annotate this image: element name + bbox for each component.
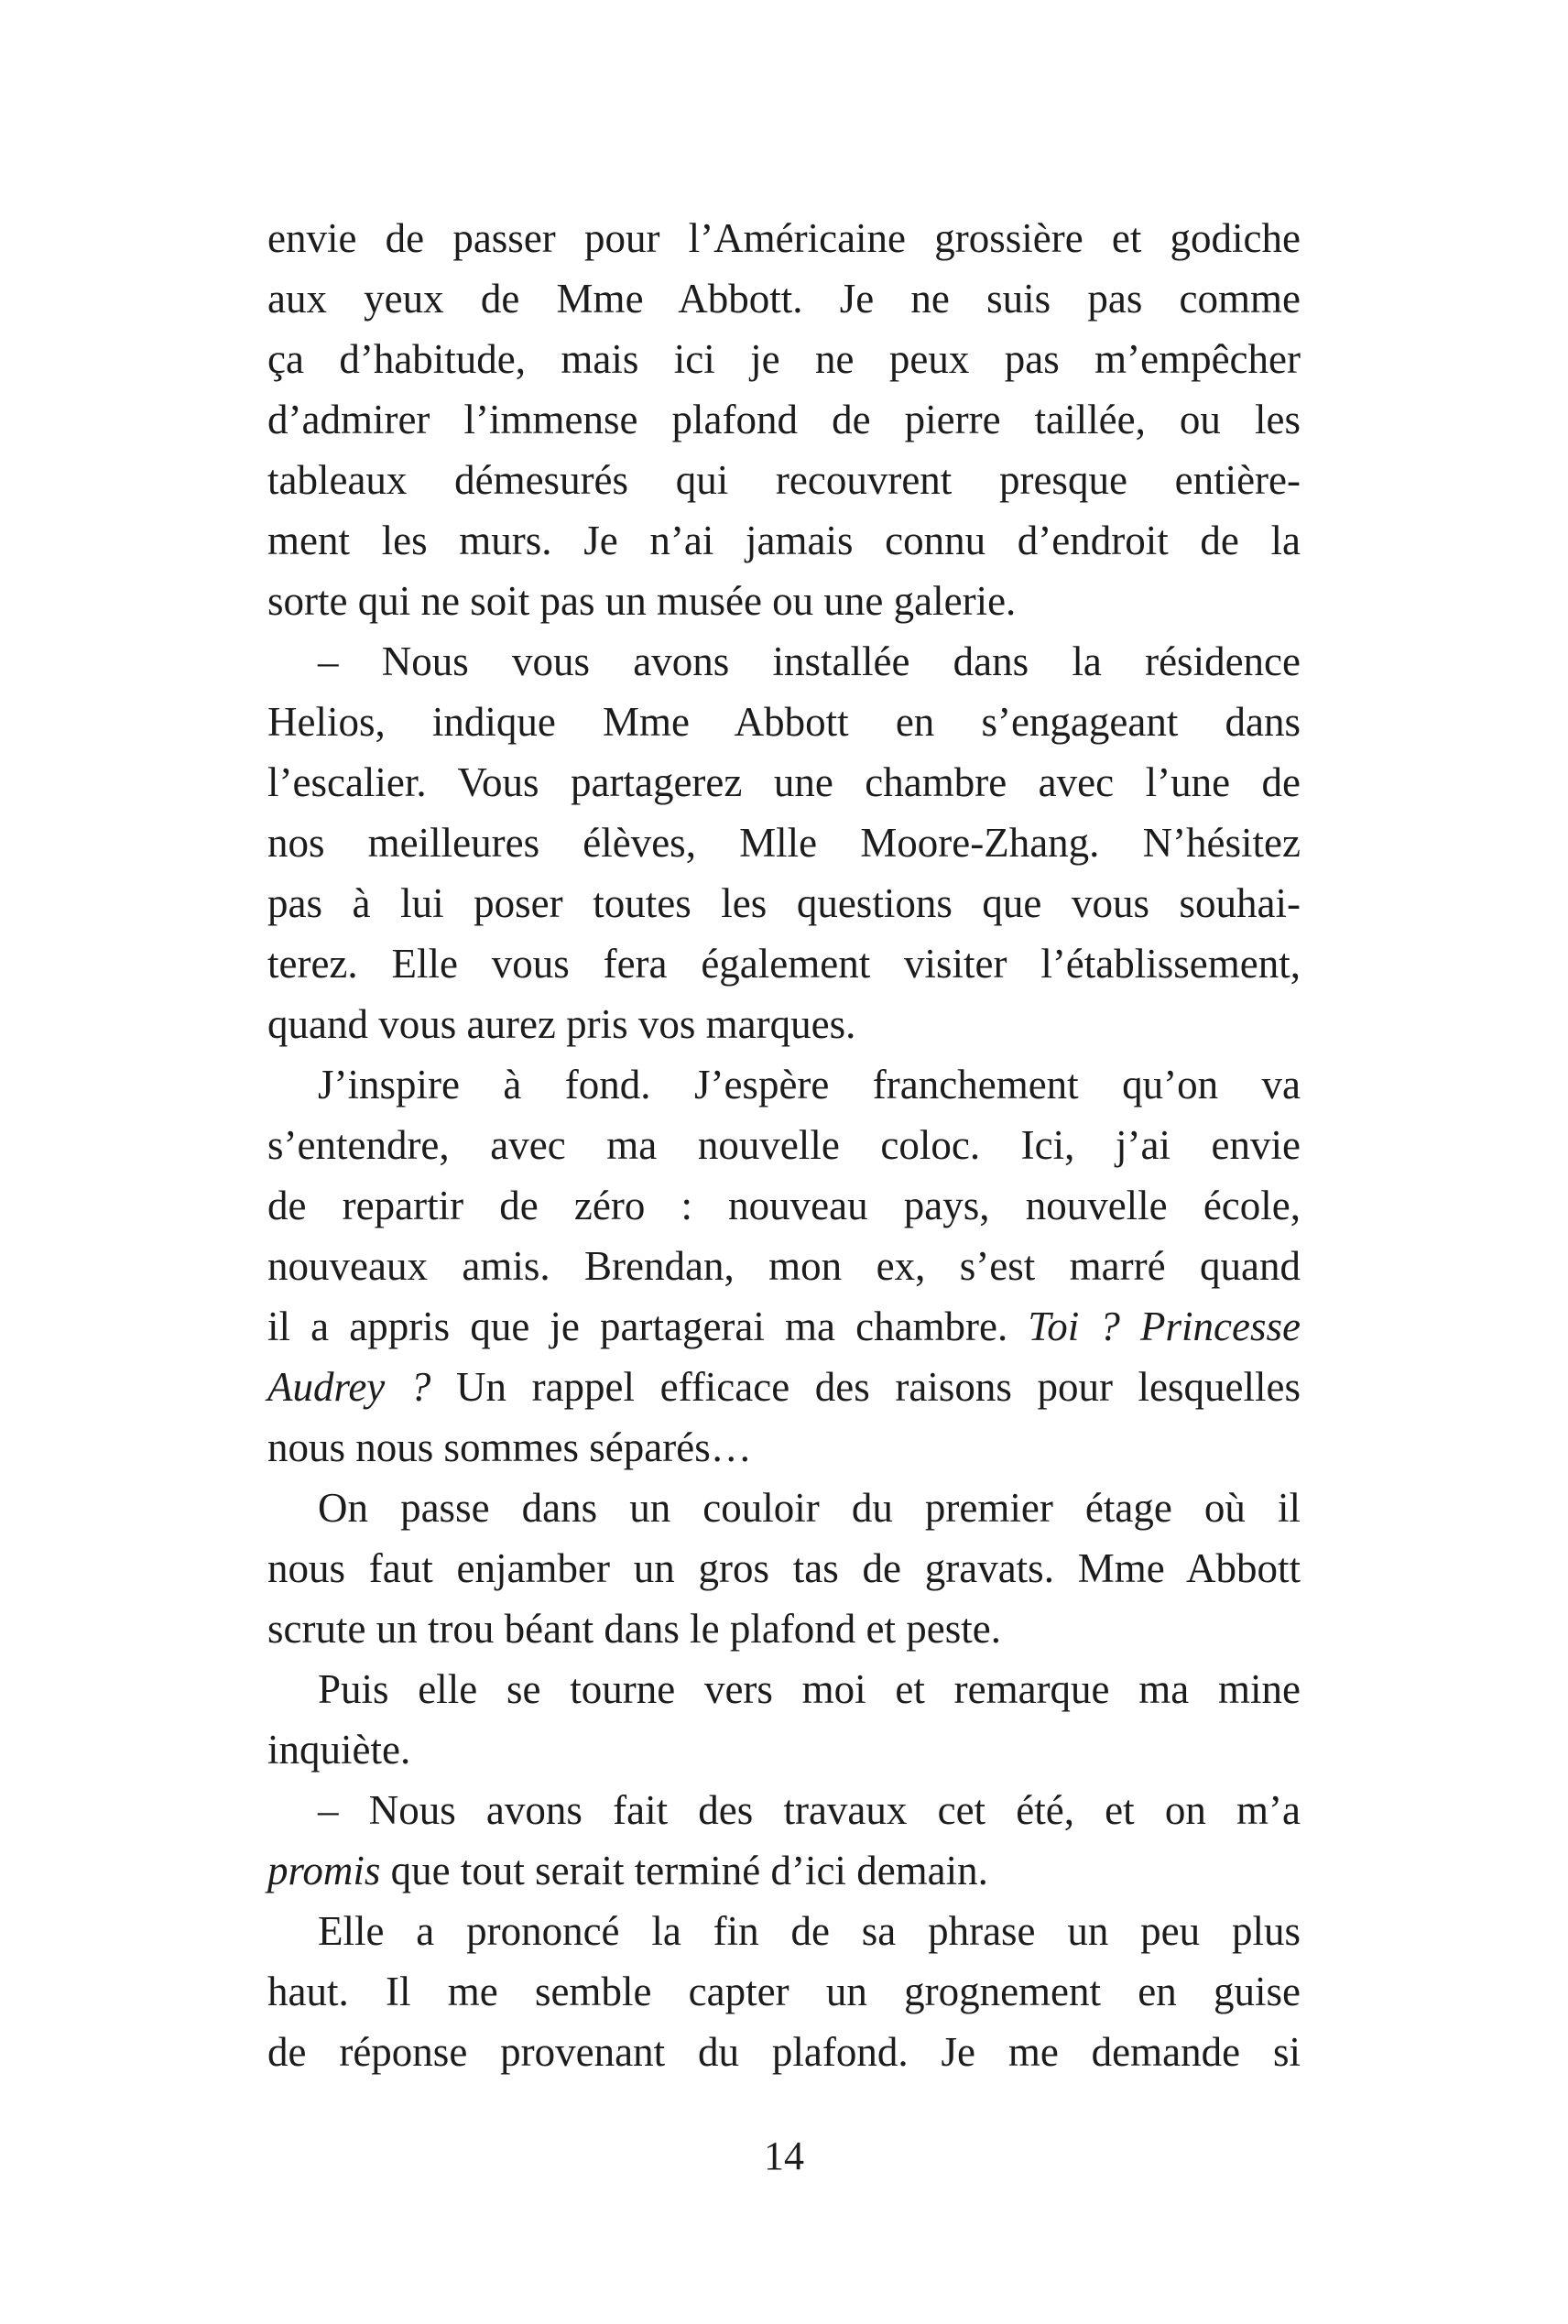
text-line	[267, 1054, 1301, 1115]
text-line	[267, 1417, 1301, 1478]
text-line	[267, 329, 1301, 389]
text-line	[267, 631, 1301, 692]
text-line	[267, 1719, 1301, 1780]
text-segment: nous faut enjamber un gros tas de gravats. Mme Abbott	[267, 1545, 1301, 1591]
text-segment: de repartir de zéro : nouveau pays, nouvelle école,	[267, 1183, 1301, 1228]
text-line	[267, 1478, 1301, 1538]
text-line	[267, 1236, 1301, 1296]
italic-text-segment: Toi ? Princesse	[1028, 1304, 1301, 1349]
text-line	[267, 208, 1301, 268]
text-line	[267, 1598, 1301, 1659]
text-line	[267, 1961, 1301, 2022]
text-segment: s’entendre, avec ma nouvelle coloc. Ici, j’ai envie	[267, 1122, 1301, 1168]
text-segment: Un rappel efficace des raisons pour lesquelles	[430, 1364, 1301, 1410]
text-segment: scrute un trou béant dans le plafond et peste.	[267, 1606, 1001, 1652]
text-line	[267, 1840, 1301, 1901]
text-segment: On passe dans un couloir du premier étage où il	[318, 1485, 1301, 1531]
text-segment: envie de passer pour l’Américaine grossière et godiche	[267, 215, 1301, 261]
page-number: 14	[764, 2133, 804, 2178]
text-segment: Puis elle se tourne vers moi et remarque ma mine	[318, 1666, 1301, 1712]
text-segment: d’admirer l’immense plafond de pierre taillée, ou les	[267, 397, 1301, 442]
page-text-block	[267, 208, 1301, 2082]
text-segment: l’escalier. Vous partagerez une chambre avec l’une de	[267, 759, 1301, 805]
text-line	[267, 1901, 1301, 1961]
text-segment: pas à lui poser toutes les questions que vous souhai-	[267, 880, 1301, 926]
text-segment: tableaux démesurés qui recouvrent presque entière-	[267, 457, 1301, 503]
text-line	[267, 873, 1301, 933]
text-line	[267, 389, 1301, 450]
text-segment: nos meilleures élèves, Mlle Moore-Zhang. N’hésitez	[267, 820, 1301, 866]
text-line	[267, 692, 1301, 752]
text-line	[267, 510, 1301, 571]
text-segment: nouveaux amis. Brendan, mon ex, s’est marré quand	[267, 1243, 1301, 1289]
text-segment: Elle a prononcé la fin de sa phrase un peu plus	[318, 1908, 1301, 1954]
text-segment: – Nous avons fait des travaux cet été, et on m’a	[318, 1787, 1301, 1833]
text-line	[267, 752, 1301, 813]
text-segment: inquiète.	[267, 1727, 411, 1773]
text-segment: quand vous aurez pris vos marques.	[267, 1001, 856, 1047]
text-line	[267, 268, 1301, 329]
italic-text-segment: promis	[267, 1848, 381, 1893]
text-line	[267, 1780, 1301, 1840]
text-segment: Helios, indique Mme Abbott en s’engageant dans	[267, 699, 1301, 745]
text-line	[267, 933, 1301, 994]
text-line	[267, 2022, 1301, 2082]
text-line	[267, 1357, 1301, 1417]
text-line	[267, 1175, 1301, 1236]
text-segment: terez. Elle vous fera également visiter l’établissement,	[267, 941, 1301, 987]
text-line	[267, 994, 1301, 1054]
text-line	[267, 813, 1301, 873]
text-segment: sorte qui ne soit pas un musée ou une galerie.	[267, 578, 1017, 624]
text-segment: J’inspire à fond. J’espère franchement qu’on va	[318, 1062, 1301, 1107]
text-line	[267, 1538, 1301, 1598]
text-segment: il a appris que je partagerai ma chambre.	[267, 1304, 1029, 1349]
text-segment: ça d’habitude, mais ici je ne peux pas m’empêcher	[267, 336, 1301, 382]
text-segment: nous nous sommes séparés…	[267, 1424, 752, 1470]
text-segment: ment les murs. Je n’ai jamais connu d’endroit de la	[267, 518, 1301, 563]
text-line	[267, 571, 1301, 631]
text-line	[267, 450, 1301, 510]
text-segment: que tout serait terminé d’ici demain.	[380, 1848, 988, 1893]
text-line	[267, 1115, 1301, 1175]
italic-text-segment: Audrey ?	[267, 1364, 431, 1410]
text-segment: haut. Il me semble capter un grognement en guise	[267, 1969, 1301, 2014]
text-segment: aux yeux de Mme Abbott. Je ne suis pas comme	[267, 276, 1301, 322]
text-segment: de réponse provenant du plafond. Je me demande si	[267, 2029, 1301, 2075]
text-line	[267, 1659, 1301, 1719]
text-segment: – Nous vous avons installée dans la résidence	[318, 638, 1301, 684]
text-line	[267, 1296, 1301, 1357]
